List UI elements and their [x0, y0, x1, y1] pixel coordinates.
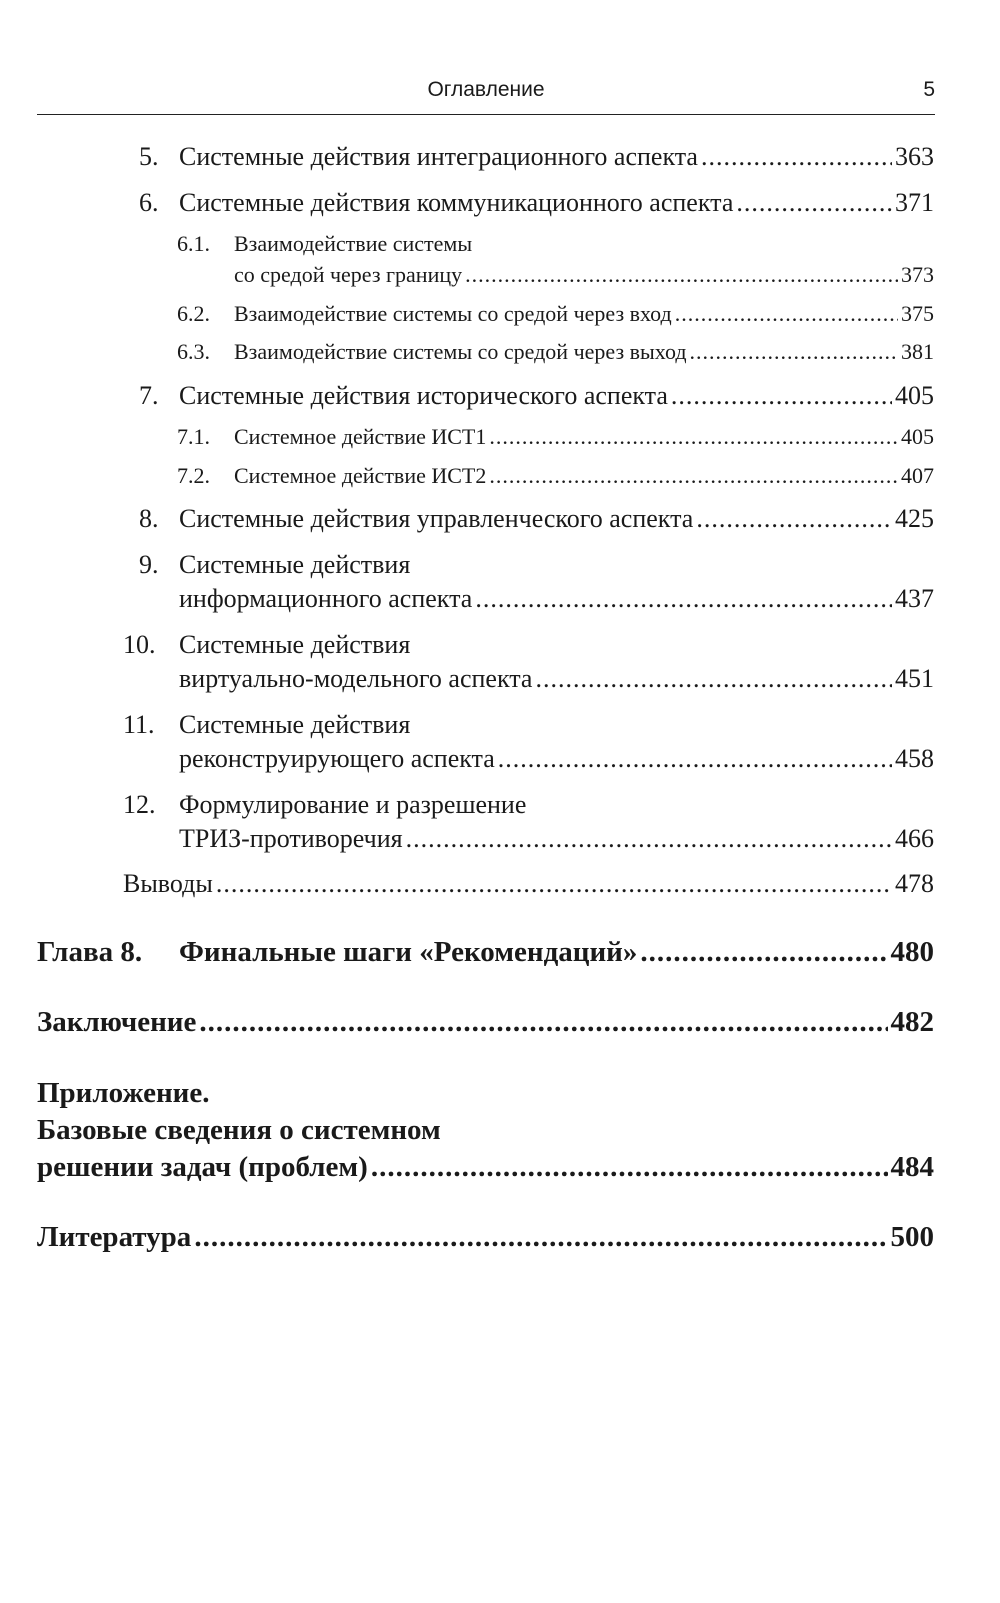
entry-title-line: Формулирование и разрешение	[179, 790, 527, 819]
entry-number: 8.	[139, 504, 159, 533]
running-header	[37, 78, 935, 108]
entry-number: 7.	[139, 381, 159, 410]
entry-page: 371	[895, 188, 934, 217]
entry-page: 425	[895, 504, 934, 533]
dot-leader	[489, 424, 898, 450]
entry-title: Системные действия исторического аспекта	[179, 381, 668, 410]
entry-page: 373	[901, 262, 934, 287]
entry-title: Системное действие ИСТ2	[234, 463, 487, 488]
entry-number: 5.	[139, 142, 159, 171]
entry-title: Заключение	[37, 1006, 197, 1038]
header-rule	[37, 114, 935, 115]
dot-leader	[489, 463, 898, 489]
entry-page: 458	[895, 744, 934, 773]
entry-title-line: Приложение.	[37, 1077, 210, 1109]
entry-title-line: Системные действия	[179, 550, 411, 579]
entry-title-line: Базовые сведения о системном	[37, 1114, 441, 1146]
entry-page: 478	[895, 869, 934, 898]
header-title: Оглавление	[427, 78, 545, 101]
entry-title-line: Взаимодействие системы	[234, 231, 473, 256]
entry-title: со средой через границу	[234, 262, 463, 287]
entry-page: 407	[901, 463, 934, 488]
entry-number: 11.	[123, 710, 155, 739]
entry-page: 484	[890, 1151, 934, 1183]
entry-page: 381	[901, 339, 934, 364]
dot-leader	[475, 584, 892, 614]
chapter-number: Глава 8.	[37, 936, 143, 968]
entry-page: 437	[895, 584, 934, 613]
entry-title-line: Системные действия	[179, 630, 411, 659]
entry-number: 12.	[123, 790, 156, 819]
entry-page: 482	[890, 1006, 934, 1038]
entry-title: Системные действия коммуникационного аспекта	[179, 188, 734, 217]
dot-leader	[465, 262, 898, 288]
entry-number: 6.3.	[177, 339, 210, 364]
entry-title-line: Системные действия	[179, 710, 411, 739]
entry-title: Взаимодействие системы со средой через выход	[234, 339, 687, 364]
entry-title: Выводы	[123, 869, 213, 898]
dot-leader	[216, 869, 892, 899]
dot-leader	[194, 1221, 887, 1254]
dot-leader	[498, 744, 892, 774]
entry-number: 6.2.	[177, 301, 210, 326]
entry-number: 9.	[139, 550, 159, 579]
entry-title: Системные действия интеграционного аспекта	[179, 142, 698, 171]
entry-number: 7.1.	[177, 424, 210, 449]
dot-leader	[690, 339, 898, 365]
entry-page: 405	[901, 424, 934, 449]
dot-leader	[671, 381, 892, 411]
entry-title: виртуально-модельного аспекта	[179, 664, 533, 693]
entry-title: Системные действия управленческого аспекта	[179, 504, 694, 533]
dot-leader	[406, 824, 892, 854]
entry-number: 10.	[123, 630, 156, 659]
entry-page: 500	[890, 1221, 934, 1253]
entry-page: 480	[890, 936, 934, 968]
entry-page: 363	[895, 142, 934, 171]
dot-leader	[535, 664, 892, 694]
dot-leader	[696, 504, 892, 534]
dot-leader	[371, 1151, 888, 1184]
entry-title: Финальные шаги «Рекомендаций»	[179, 936, 638, 968]
entry-number: 6.1.	[177, 231, 210, 256]
entry-title: реконструирующего аспекта	[179, 744, 495, 773]
entry-title: решении задач (проблем)	[37, 1151, 368, 1183]
entry-number: 7.2.	[177, 463, 210, 488]
entry-title: ТРИЗ-противоречия	[179, 824, 403, 853]
dot-leader	[675, 301, 898, 327]
entry-page: 405	[895, 381, 934, 410]
entry-title: информационного аспекта	[179, 584, 473, 613]
dot-leader	[701, 142, 892, 172]
entry-number: 6.	[139, 188, 159, 217]
header-page-number: 5	[923, 78, 935, 101]
entry-title: Взаимодействие системы со средой через вход	[234, 301, 672, 326]
dot-leader	[736, 188, 892, 218]
entry-page: 466	[895, 824, 934, 853]
entry-title: Системное действие ИСТ1	[234, 424, 487, 449]
dot-leader	[199, 1006, 887, 1039]
entry-page: 451	[895, 664, 934, 693]
entry-title: Литература	[37, 1221, 192, 1253]
dot-leader	[640, 936, 887, 969]
entry-page: 375	[901, 301, 934, 326]
